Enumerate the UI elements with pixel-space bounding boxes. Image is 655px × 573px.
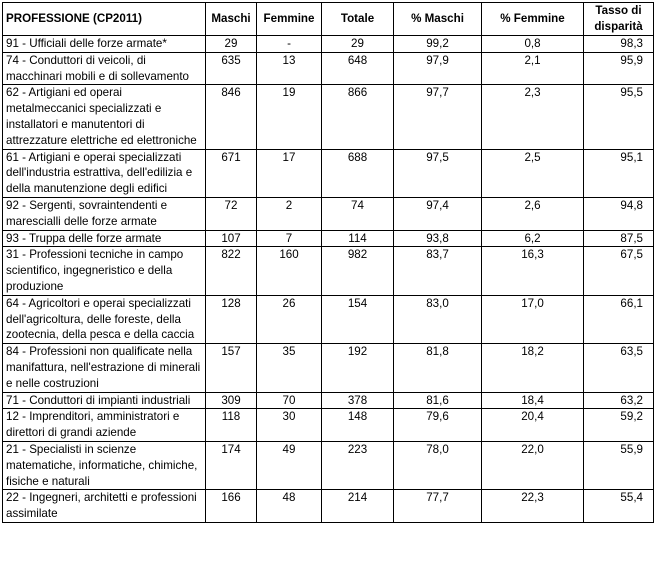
cell-pct-maschi: 78,0 (394, 441, 482, 489)
cell-maschi: 29 (206, 36, 257, 53)
header-pct-maschi: % Maschi (394, 3, 482, 36)
cell-femmine: 70 (257, 392, 322, 409)
cell-pct-maschi: 93,8 (394, 230, 482, 247)
cell-pct-femmine: 22,3 (482, 490, 584, 523)
cell-professione: 22 - Ingegneri, architetti e professioni assimilate (3, 490, 206, 523)
header-professione: PROFESSIONE (CP2011) (3, 3, 206, 36)
cell-femmine: 49 (257, 441, 322, 489)
cell-professione: 31 - Professioni tecniche in campo scientifico, ingegneristico e della produzione (3, 247, 206, 295)
cell-maschi: 166 (206, 490, 257, 523)
cell-pct-maschi: 97,9 (394, 52, 482, 85)
cell-professione: 64 - Agricoltori e operai specializzati dell'agricoltura, delle foreste, della zootecnia, della pesca e della caccia (3, 295, 206, 343)
professions-table (2, 2, 654, 523)
cell-professione: 12 - Imprenditori, amministratori e direttori di grandi aziende (3, 409, 206, 442)
cell-pct-femmine: 16,3 (482, 247, 584, 295)
header-pct-femmine: % Femmine (482, 3, 584, 36)
header-femmine: Femmine (257, 3, 322, 36)
cell-femmine: 17 (257, 149, 322, 197)
header-tasso-line1: Tasso di (595, 4, 642, 18)
cell-pct-maschi: 97,5 (394, 149, 482, 197)
table-row (3, 247, 654, 295)
cell-professione: 61 - Artigiani e operai specializzati dell'industria estrattiva, dell'edilizia e della manutenzione degli edifici (3, 149, 206, 197)
cell-totale: 688 (322, 149, 394, 197)
cell-femmine: 13 (257, 52, 322, 85)
cell-maschi: 309 (206, 392, 257, 409)
cell-pct-femmine: 0,8 (482, 36, 584, 53)
cell-pct-femmine: 20,4 (482, 409, 584, 442)
cell-professione: 74 - Conduttori di veicoli, di macchinari mobili e di sollevamento (3, 52, 206, 85)
cell-professione: 92 - Sergenti, sovraintendenti e marescialli delle forze armate (3, 197, 206, 230)
cell-totale: 154 (322, 295, 394, 343)
cell-pct-maschi: 97,4 (394, 197, 482, 230)
cell-femmine: 160 (257, 247, 322, 295)
cell-maschi: 846 (206, 85, 257, 149)
cell-maschi: 822 (206, 247, 257, 295)
cell-totale: 148 (322, 409, 394, 442)
table-row (3, 149, 654, 197)
cell-totale: 114 (322, 230, 394, 247)
cell-tasso: 63,5 (584, 344, 654, 392)
cell-femmine: 7 (257, 230, 322, 247)
cell-pct-femmine: 18,4 (482, 392, 584, 409)
cell-professione: 91 - Ufficiali delle forze armate* (3, 36, 206, 53)
cell-femmine: 19 (257, 85, 322, 149)
cell-totale: 648 (322, 52, 394, 85)
cell-pct-maschi: 99,2 (394, 36, 482, 53)
cell-pct-maschi: 97,7 (394, 85, 482, 149)
table-row (3, 344, 654, 392)
cell-pct-maschi: 77,7 (394, 490, 482, 523)
cell-maschi: 174 (206, 441, 257, 489)
cell-professione: 93 - Truppa delle forze armate (3, 230, 206, 247)
cell-femmine: 35 (257, 344, 322, 392)
cell-totale: 74 (322, 197, 394, 230)
cell-femmine: - (257, 36, 322, 53)
cell-maschi: 671 (206, 149, 257, 197)
cell-totale: 29 (322, 36, 394, 53)
table-row (3, 441, 654, 489)
cell-professione: 21 - Specialisti in scienze matematiche, informatiche, chimiche, fisiche e naturali (3, 441, 206, 489)
cell-pct-maschi: 79,6 (394, 409, 482, 442)
table-row (3, 36, 654, 53)
cell-tasso: 66,1 (584, 295, 654, 343)
cell-maschi: 118 (206, 409, 257, 442)
cell-femmine: 48 (257, 490, 322, 523)
cell-maschi: 107 (206, 230, 257, 247)
cell-pct-maschi: 81,6 (394, 392, 482, 409)
table-row (3, 295, 654, 343)
table-row (3, 197, 654, 230)
cell-tasso: 95,9 (584, 52, 654, 85)
table-row (3, 52, 654, 85)
cell-pct-maschi: 83,0 (394, 295, 482, 343)
cell-tasso: 98,3 (584, 36, 654, 53)
cell-maschi: 72 (206, 197, 257, 230)
cell-tasso: 55,4 (584, 490, 654, 523)
cell-maschi: 157 (206, 344, 257, 392)
cell-pct-maschi: 83,7 (394, 247, 482, 295)
cell-pct-femmine: 2,6 (482, 197, 584, 230)
cell-professione: 62 - Artigiani ed operai metalmeccanici specializzati e installatori e manutentori di attrezzature elettriche ed elettroniche (3, 85, 206, 149)
cell-pct-femmine: 2,1 (482, 52, 584, 85)
cell-pct-femmine: 6,2 (482, 230, 584, 247)
cell-totale: 223 (322, 441, 394, 489)
cell-femmine: 2 (257, 197, 322, 230)
cell-tasso: 95,5 (584, 85, 654, 149)
cell-tasso: 67,5 (584, 247, 654, 295)
header-tasso-line2: disparità (594, 20, 643, 33)
cell-pct-femmine: 2,5 (482, 149, 584, 197)
cell-totale: 192 (322, 344, 394, 392)
cell-pct-femmine: 2,3 (482, 85, 584, 149)
cell-totale: 982 (322, 247, 394, 295)
table-row (3, 490, 654, 523)
table-body (3, 36, 654, 523)
cell-professione: 84 - Professioni non qualificate nella manifattura, nell'estrazione di minerali e nelle costruzioni (3, 344, 206, 392)
header-row (3, 3, 654, 36)
cell-tasso: 59,2 (584, 409, 654, 442)
cell-tasso: 94,8 (584, 197, 654, 230)
table-row (3, 392, 654, 409)
cell-tasso: 87,5 (584, 230, 654, 247)
cell-femmine: 26 (257, 295, 322, 343)
cell-tasso: 55,9 (584, 441, 654, 489)
cell-totale: 378 (322, 392, 394, 409)
table-row (3, 85, 654, 149)
table-row (3, 230, 654, 247)
cell-maschi: 635 (206, 52, 257, 85)
cell-pct-maschi: 81,8 (394, 344, 482, 392)
cell-totale: 866 (322, 85, 394, 149)
header-tasso (584, 3, 654, 36)
cell-maschi: 128 (206, 295, 257, 343)
cell-pct-femmine: 17,0 (482, 295, 584, 343)
header-totale: Totale (322, 3, 394, 36)
cell-tasso: 95,1 (584, 149, 654, 197)
cell-pct-femmine: 18,2 (482, 344, 584, 392)
cell-professione: 71 - Conduttori di impianti industriali (3, 392, 206, 409)
cell-pct-femmine: 22,0 (482, 441, 584, 489)
table-row (3, 409, 654, 442)
cell-femmine: 30 (257, 409, 322, 442)
header-maschi: Maschi (206, 3, 257, 36)
cell-tasso: 63,2 (584, 392, 654, 409)
cell-totale: 214 (322, 490, 394, 523)
